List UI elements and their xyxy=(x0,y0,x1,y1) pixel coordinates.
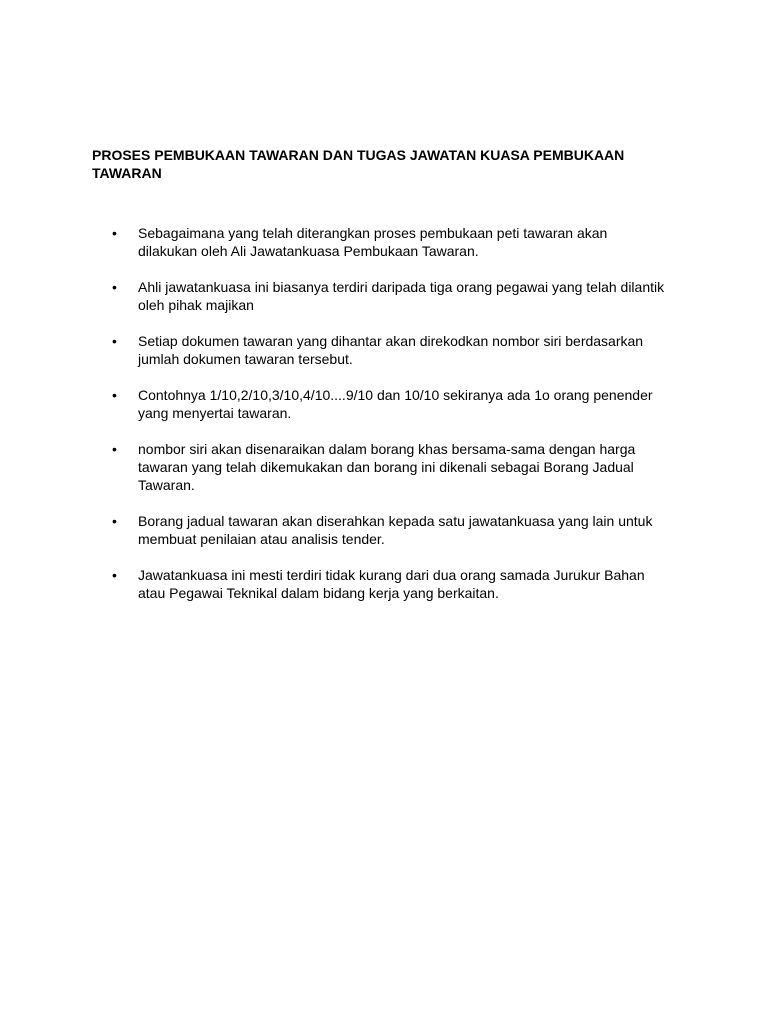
list-item-text: Borang jadual tawaran akan diserahkan kepada satu jawatankuasa yang lain untuk membuat penilaian atau analisis tender. xyxy=(138,513,653,547)
list-item-text: Jawatankuasa ini mesti terdiri tidak kurang dari dua orang samada Jurukur Bahan atau Pegawai Teknikal dalam bidang kerja yang berkaitan. xyxy=(138,567,645,601)
bullet-icon: • xyxy=(112,513,117,529)
list-item-text: nombor siri akan disenaraikan dalam borang khas bersama-sama dengan harga tawaran yang telah dikemukakan dan borang ini dikenali sebagai Borang Jadual Tawaran. xyxy=(138,441,636,493)
list-item xyxy=(112,278,692,314)
list-item-text: Setiap dokumen tawaran yang dihantar akan direkodkan nombor siri berdasarkan jumlah dokumen tawaran tersebut. xyxy=(138,333,644,367)
bullet-icon: • xyxy=(112,225,117,241)
bullet-icon: • xyxy=(112,567,117,583)
list-item xyxy=(112,440,692,494)
list-item-text: Ahli jawatankuasa ini biasanya terdiri daripada tiga orang pegawai yang telah dilantik oleh pihak majikan xyxy=(138,279,665,313)
list-item xyxy=(112,224,692,260)
document-title: PROSES PEMBUKAAN TAWARAN DAN TUGAS JAWATAN KUASA PEMBUKAAN TAWARAN xyxy=(92,147,625,181)
list-item-text: Contohnya 1/10,2/10,3/10,4/10....9/10 dan 10/10 sekiranya ada 1o orang penender yang menyertai tawaran. xyxy=(138,387,653,421)
bullet-icon: • xyxy=(112,333,117,349)
list-item xyxy=(112,332,692,368)
bullet-icon: • xyxy=(112,387,117,403)
list-item xyxy=(112,386,692,422)
list-item xyxy=(112,512,692,548)
bullet-list xyxy=(112,224,692,620)
list-item xyxy=(112,566,692,602)
bullet-icon: • xyxy=(112,441,117,457)
list-item-text: Sebagaimana yang telah diterangkan proses pembukaan peti tawaran akan dilakukan oleh Ali Jawatankuasa Pembukaan Tawaran. xyxy=(138,225,608,259)
bullet-icon: • xyxy=(112,279,117,295)
